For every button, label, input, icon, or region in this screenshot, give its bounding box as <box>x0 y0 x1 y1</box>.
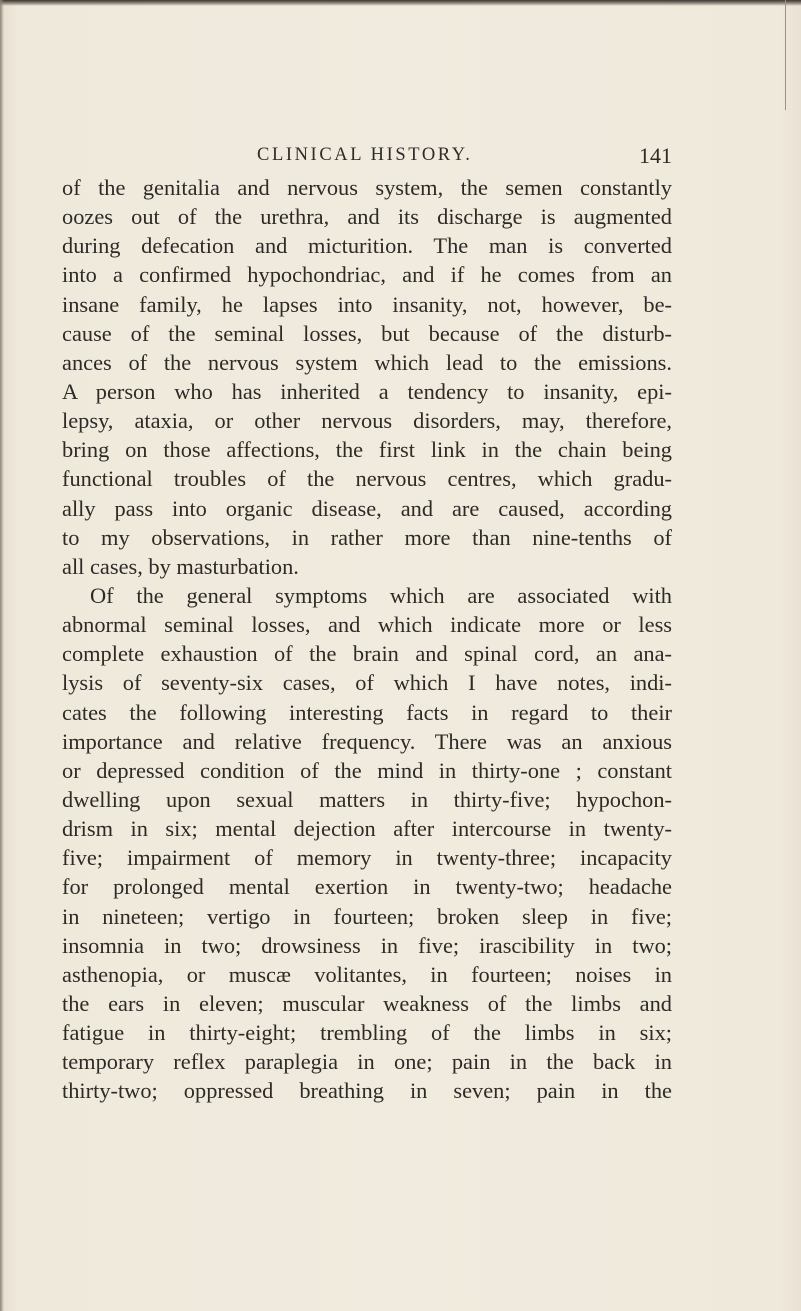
text-line: into a confirmed hypochondriac, and if he comes from an <box>62 262 672 288</box>
text-line: fatigue in thirty-eight; trembling of the limbs in six; <box>62 1020 672 1046</box>
text-line: thirty-two; oppressed breathing in seven; pain in the <box>62 1078 672 1104</box>
page-number: 141 <box>639 143 672 168</box>
text-line: lysis of seventy-six cases, of which I have notes, indi- <box>62 670 672 696</box>
page-binding-edge <box>0 0 4 1311</box>
text-line: bring on those affections, the first link in the chain being <box>62 437 672 463</box>
text-line: for prolonged mental exertion in twenty-two; headache <box>62 874 672 900</box>
text-line: complete exhaustion of the brain and spinal cord, an ana- <box>62 641 672 667</box>
running-head <box>62 143 672 173</box>
text-line: cause of the seminal losses, but because of the disturb- <box>62 320 672 346</box>
text-line: five; impairment of memory in twenty-three; incapacity <box>62 845 672 871</box>
text-line: asthenopia, or muscæ volitantes, in fourteen; noises in <box>62 961 672 987</box>
text-line: temporary reflex paraplegia in one; pain in the back in <box>62 1049 672 1075</box>
text-line: A person who has inherited a tendency to insanity, epi- <box>62 378 672 404</box>
text-line: to my observations, in rather more than nine-tenths of <box>62 524 672 550</box>
text-line: or depressed condition of the mind in thirty-one ; constant <box>62 757 672 783</box>
text-line: dwelling upon sexual matters in thirty-five; hypochon- <box>62 786 672 812</box>
text-line: in nineteen; vertigo in fourteen; broken sleep in five; <box>62 903 672 929</box>
text-line: importance and relative frequency. There was an anxious <box>62 728 672 754</box>
text-line: insomnia in two; drowsiness in five; irascibility in two; <box>62 932 672 958</box>
text-line: lepsy, ataxia, or other nervous disorders, may, therefore, <box>62 408 672 434</box>
paragraph-start-line: Of the general symptoms which are associated with <box>90 582 672 608</box>
text-line: the ears in eleven; muscular weakness of the limbs and <box>62 990 672 1016</box>
page-top-edge <box>0 0 801 6</box>
text-line: of the genitalia and nervous system, the semen constantly <box>62 175 672 200</box>
text-line: ances of the nervous system which lead to the emissions. <box>62 349 672 375</box>
text-line: ally pass into organic disease, and are caused, according <box>62 495 672 521</box>
text-line: drism in six; mental dejection after intercourse in twenty- <box>62 816 672 842</box>
text-line: insane family, he lapses into insanity, not, however, be- <box>62 291 672 317</box>
paragraph-end-line: all cases, by masturbation. <box>62 553 299 579</box>
page-margin-mark <box>785 0 786 110</box>
text-line: cates the following interesting facts in regard to their <box>62 699 672 725</box>
text-line: functional troubles of the nervous centres, which gradu- <box>62 466 672 492</box>
running-head-title: CLINICAL HISTORY. <box>257 145 473 165</box>
body-text <box>62 173 672 1106</box>
text-line: oozes out of the urethra, and its discharge is augmented <box>62 204 672 230</box>
text-line: during defecation and micturition. The man is converted <box>62 233 672 259</box>
text-line: abnormal seminal losses, and which indicate more or less <box>62 612 672 638</box>
